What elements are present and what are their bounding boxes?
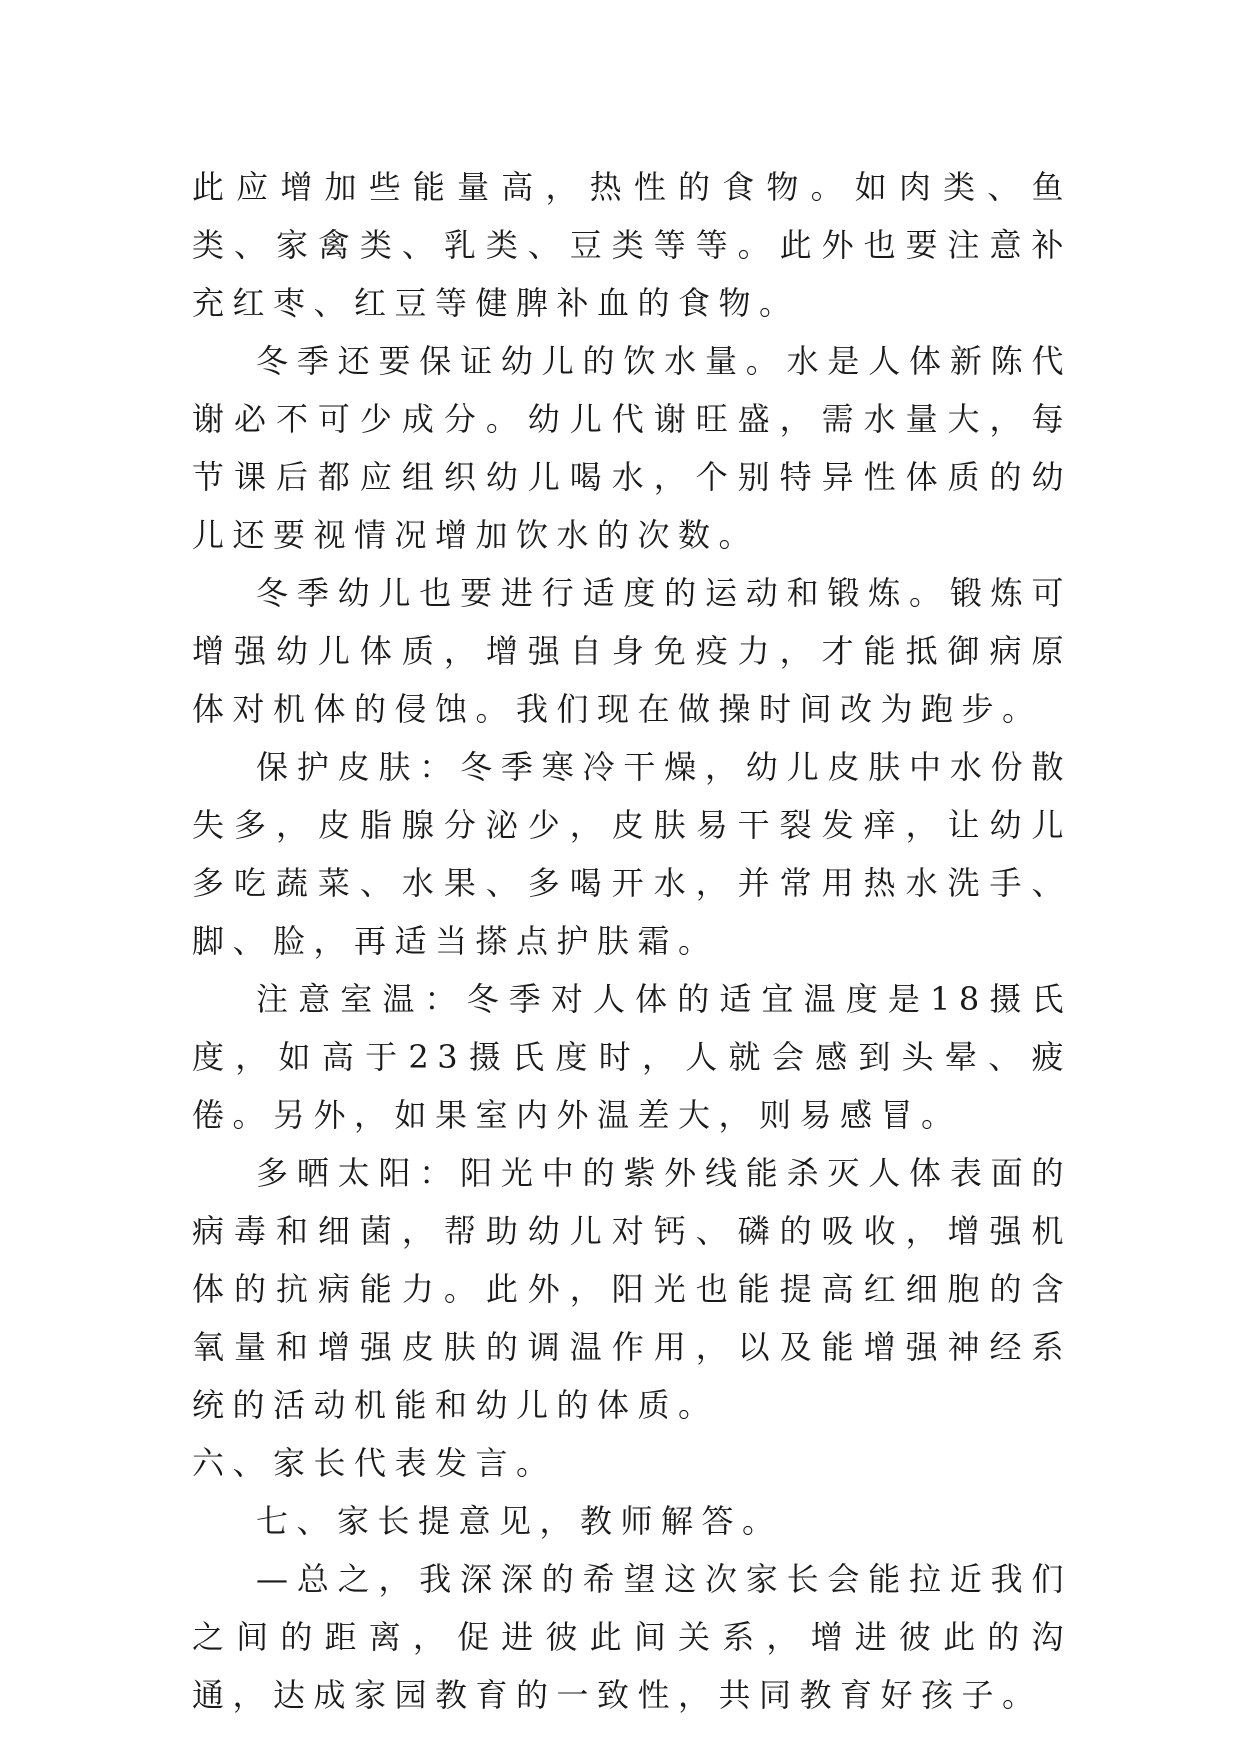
document-page (192, 158, 1072, 1724)
paragraph-conclusion: —总之，我深深的希望这次家长会能拉近我们之间的距离，促进彼此间关系，增进彼此的沟通，达成家园教育的一致性，共同教育好孩子。 (192, 1560, 1072, 1714)
section-heading-parent-speech: 六、家长代表发言。 (192, 1444, 557, 1482)
paragraph-water-intake: 冬季还要保证幼儿的饮水量。水是人体新陈代谢必不可少成分。幼儿代谢旺盛，需水量大，每节课后都应组织幼儿喝水，个别特异性体质的幼儿还要视情况增加饮水的次数。 (192, 342, 1072, 554)
section-heading-parent-feedback: 七、家长提意见，教师解答。 (256, 1502, 783, 1540)
paragraph-diet-foods: 此应增加些能量高，热性的食物。如肉类、鱼类、家禽类、乳类、豆类等等。此外也要注意补充红枣、红豆等健脾补血的食物。 (192, 168, 1072, 322)
paragraph-exercise: 冬季幼儿也要进行适度的运动和锻炼。锻炼可增强幼儿体质，增强自身免疫力，才能抵御病原体对机体的侵蚀。我们现在做操时间改为跑步。 (192, 574, 1072, 728)
paragraph-sunlight: 多晒太阳：阳光中的紫外线能杀灭人体表面的病毒和细菌，帮助幼儿对钙、磷的吸收，增强机体的抗病能力。此外，阳光也能提高红细胞的含氧量和增强皮肤的调温作用，以及能增强神经系统的活动机能和幼儿的体质。 (192, 1154, 1072, 1424)
paragraph-skin-care: 保护皮肤：冬季寒冷干燥，幼儿皮肤中水份散失多，皮脂腺分泌少，皮肤易干裂发痒，让幼儿多吃蔬菜、水果、多喝开水，并常用热水洗手、脚、脸，再适当搽点护肤霜。 (192, 748, 1072, 960)
paragraph-room-temperature: 注意室温：冬季对人体的适宜温度是18摄氏度，如高于23摄氏度时，人就会感到头晕、疲倦。另外，如果室内外温差大，则易感冒。 (192, 980, 1072, 1134)
